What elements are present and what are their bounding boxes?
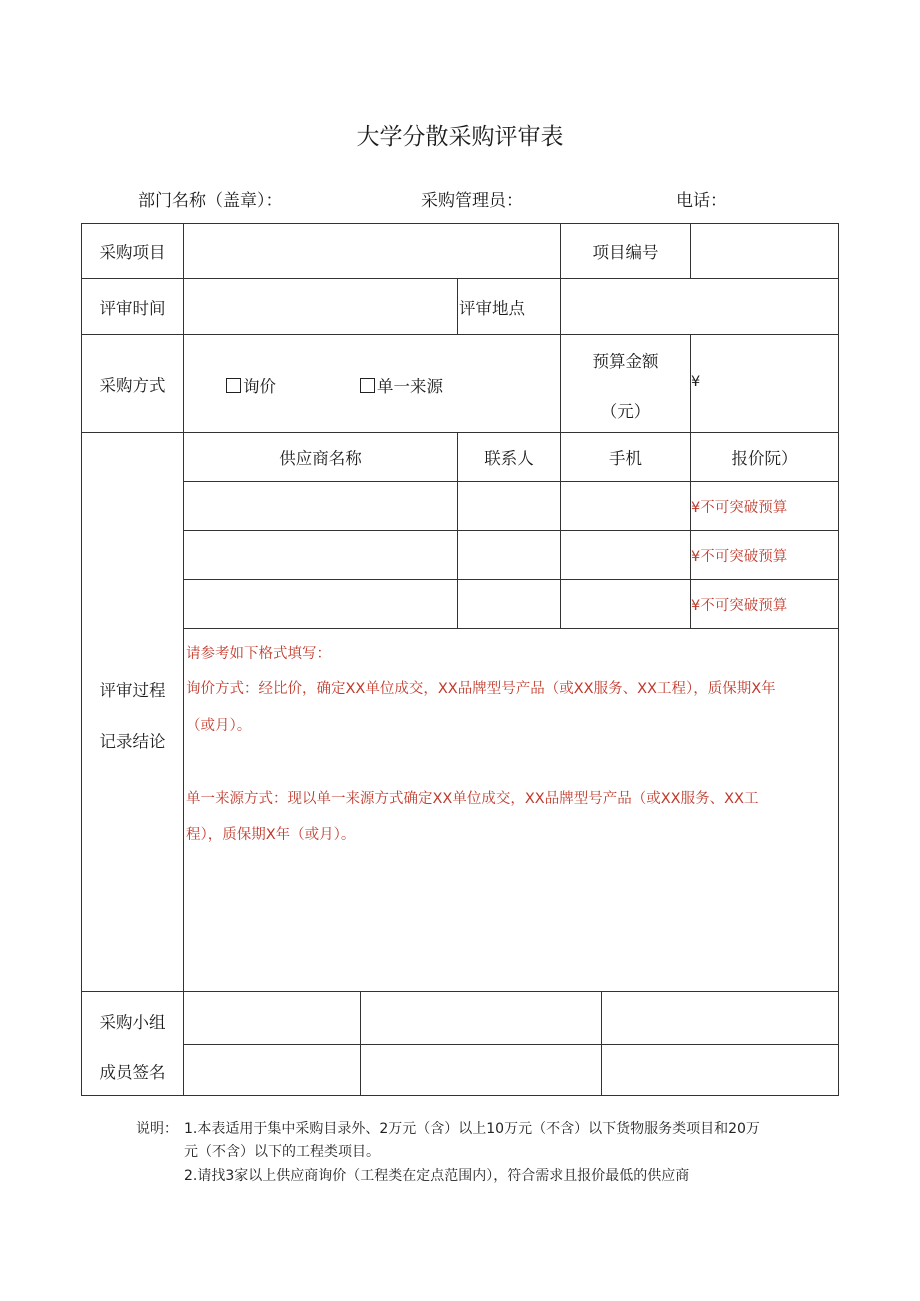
guide-inquiry-line: （或月）。 [186, 718, 252, 734]
single-source-checkbox[interactable] [360, 373, 443, 397]
signature-field[interactable] [602, 992, 838, 1044]
signature-field[interactable] [602, 1045, 838, 1095]
supplier-name-header: 供应商名称 [279, 449, 362, 468]
department-label: 部门名称（盖章）： [138, 191, 283, 211]
item-number-field[interactable] [691, 224, 838, 278]
purchase-item-field[interactable] [184, 224, 560, 278]
inquiry-checkbox[interactable] [226, 373, 276, 397]
single-source-option-label: 单一来源 [377, 377, 443, 396]
guide-heading: 请参考如下格式填写： [186, 646, 331, 662]
signature-field[interactable] [361, 992, 601, 1044]
review-time-field[interactable] [184, 279, 457, 334]
signature-label-2: 成员签名 [99, 1063, 166, 1082]
note-line: 2.请找3家以上供应商询价（工程类在定点范围内），符合需求且报价最低的供应商 [184, 1168, 690, 1184]
page-title: 大学分散采购评审表 [356, 124, 564, 150]
note-line: 元（不含）以下的工程类项目。 [184, 1144, 380, 1160]
review-place-field[interactable] [561, 279, 838, 334]
mobile-header: 手机 [609, 449, 642, 468]
item-number-label: 项目编号 [592, 243, 659, 262]
budget-label: 预算金额 [592, 352, 659, 371]
quote-header: 报价阮） [731, 449, 798, 468]
guide-inquiry-line: 询价方式：经比价，确定XX单位成交，XX品牌型号产品（或XX服务、XX工程），质保期X年 [186, 681, 776, 697]
contact-header: 联系人 [484, 449, 534, 468]
review-time-label: 评审时间 [99, 298, 166, 318]
checkbox-icon [360, 378, 375, 393]
notes-prefix: 说明： [136, 1121, 178, 1137]
note-line: 1.本表适用于集中采购目录外、2万元（含）以上10万元（不含）以下货物服务类项目和20万 [184, 1121, 760, 1137]
quote-cell[interactable]: ¥不可突破预算 [691, 548, 788, 565]
quote-cell[interactable]: ¥不可突破预算 [691, 499, 788, 516]
budget-field[interactable]: ¥ [691, 374, 701, 390]
purchase-method-label: 采购方式 [99, 375, 166, 395]
signature-field[interactable] [184, 1045, 360, 1095]
quote-cell[interactable]: ¥不可突破预算 [691, 597, 788, 614]
inquiry-option-label: 询价 [243, 377, 276, 396]
purchase-item-label: 采购项目 [99, 243, 166, 262]
guide-single-line: 单一来源方式：现以单一来源方式确定XX单位成交，XX品牌型号产品（或XX服务、XX工 [186, 791, 759, 807]
review-place-label: 评审地点 [459, 298, 525, 318]
phone-label: 电话： [676, 191, 727, 211]
signature-field[interactable] [361, 1045, 601, 1095]
manager-label: 采购管理员： [421, 191, 523, 211]
budget-unit: （元） [600, 402, 651, 421]
review-process-label: 评审过程 [99, 681, 166, 700]
guide-single-line: 程），质保期X年（或月）。 [186, 827, 356, 843]
signature-label: 采购小组 [99, 1013, 166, 1032]
signature-field[interactable] [184, 992, 360, 1044]
record-conclusion-label: 记录结论 [99, 732, 166, 751]
checkbox-icon [226, 378, 241, 393]
